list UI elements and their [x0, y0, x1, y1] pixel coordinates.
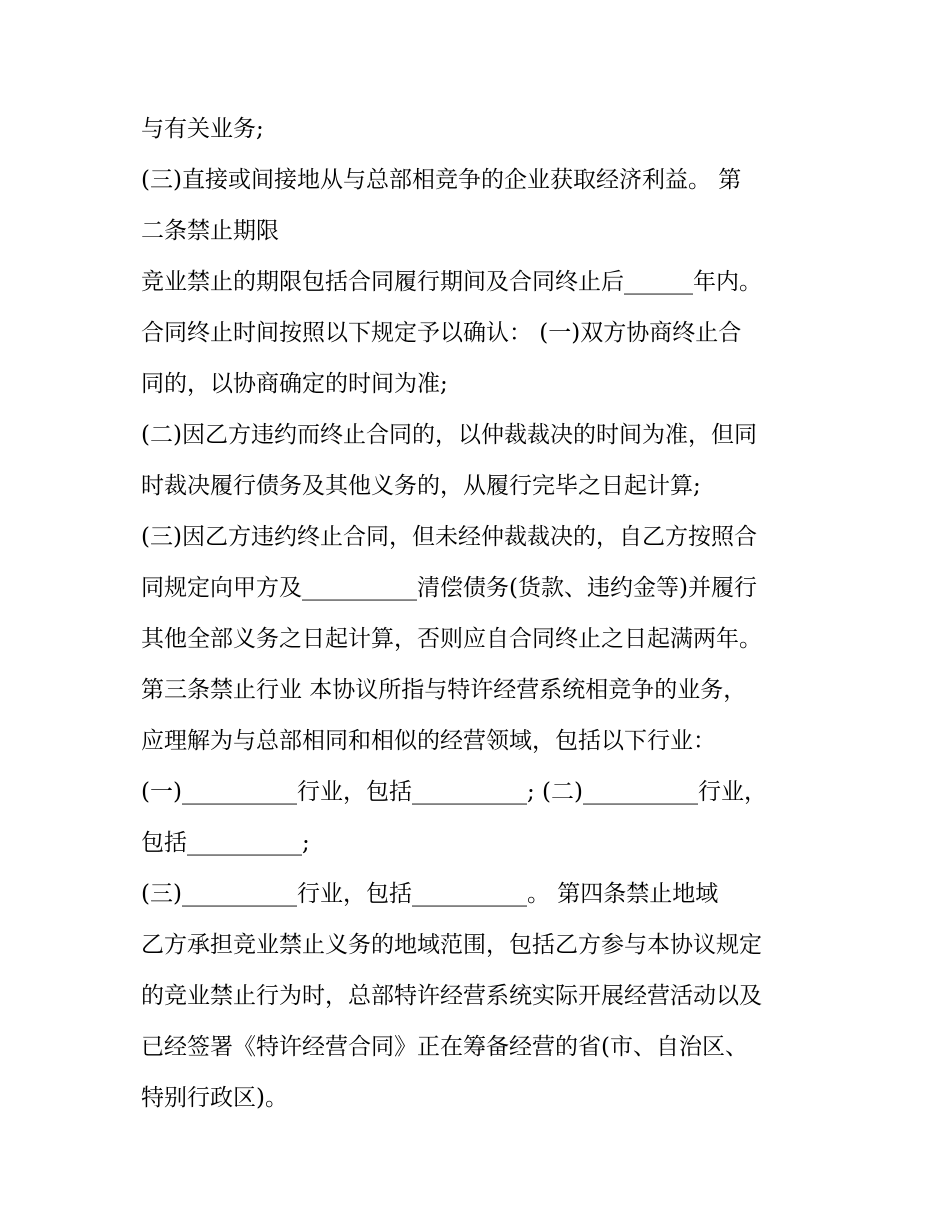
text-line: (一)__________行业，包括__________; (二)__________行业，	[141, 779, 767, 805]
text-line: (二)因乙方违约而终止合同的，以仲裁裁决的时间为准，但同	[141, 422, 757, 448]
text-line: (三)因乙方违约终止合同，但未经仲裁裁决的，自乙方按照合	[141, 524, 757, 550]
text-line: 其他全部义务之日起计算，否则应自合同终止之日起满两年。	[141, 626, 762, 652]
text-line: 包括__________;	[141, 830, 310, 856]
text-line: 应理解为与总部相同和相似的经营领域，包括以下行业：	[141, 728, 716, 754]
text-line: 合同终止时间按照以下规定予以确认： (一)双方协商终止合	[141, 320, 742, 346]
text-line: 与有关业务;	[141, 116, 264, 142]
text-line: 特别行政区)。	[141, 1085, 288, 1111]
text-line: 同规定向甲方及__________清偿债务(货款、违约金等)并履行	[141, 575, 757, 601]
document-body	[141, 107, 841, 1127]
text-line: 时裁决履行债务及其他义务的，从履行完毕之日起计算;	[141, 473, 701, 499]
text-line: 二条禁止期限	[141, 218, 279, 244]
text-line: 第三条禁止行业 本协议所指与特许经营系统相竞争的业务，	[141, 677, 747, 703]
text-line: 竞业禁止的期限包括合同履行期间及合同终止后______年内。	[141, 269, 762, 295]
text-line: 的竞业禁止行为时，总部特许经营系统实际开展经营活动以及	[141, 983, 762, 1009]
text-line: (三)直接或间接地从与总部相竞争的企业获取经济利益。 第	[141, 167, 742, 193]
text-line: 已经签署《特许经营合同》正在筹备经营的省(市、自治区、	[141, 1034, 748, 1060]
text-line: 乙方承担竞业禁止义务的地域范围，包括乙方参与本协议规定	[141, 932, 762, 958]
text-line: (三)__________行业，包括__________。 第四条禁止地域	[141, 881, 719, 907]
text-line: 同的，以协商确定的时间为准;	[141, 371, 448, 397]
